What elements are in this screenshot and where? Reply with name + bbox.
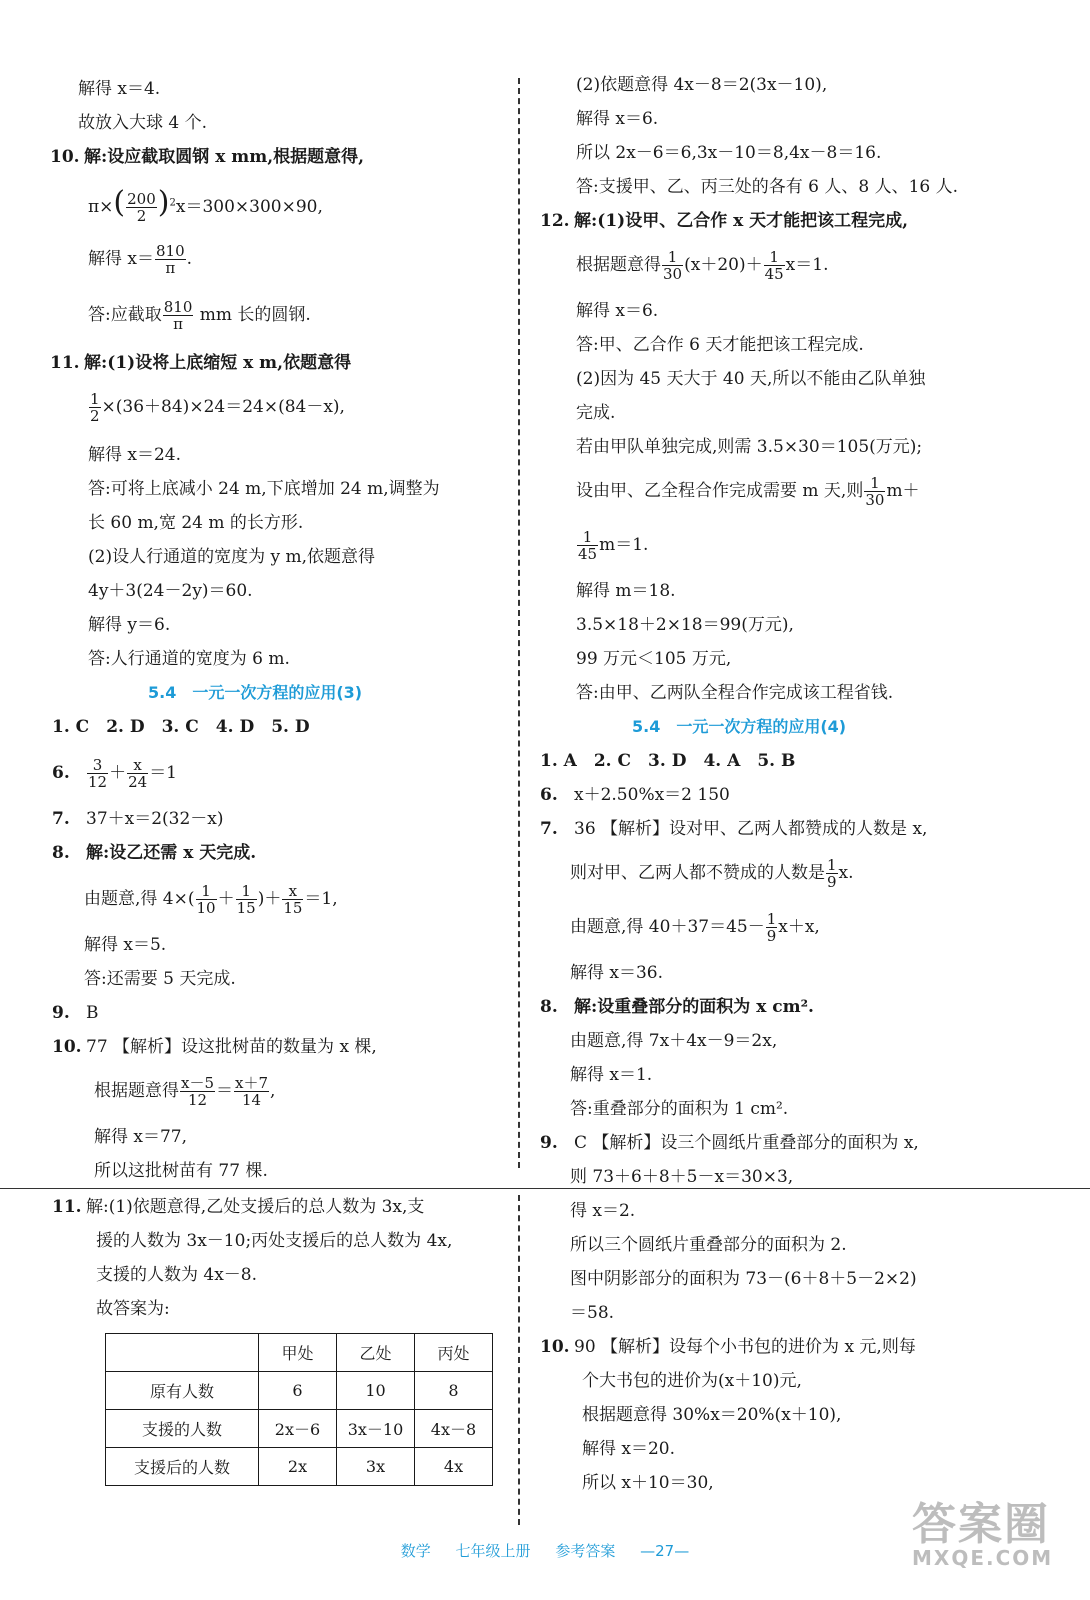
text-line: 解:(1)设将上底缩短 x m,依题意得 (84, 353, 352, 373)
text-fragment: 设由甲、乙全程合作完成需要 m 天,则 (576, 481, 864, 501)
section-title: 5.4 一元一次方程的应用(3) (148, 683, 363, 702)
fraction (764, 249, 785, 282)
text-line: 解得 m＝18. (576, 581, 676, 601)
text-fragment: ＝ (216, 1081, 234, 1101)
question-6b (540, 784, 730, 806)
denominator: 24 (128, 773, 148, 791)
text-line: 根据题意得 30%x＝20%(x＋10), (582, 1405, 842, 1425)
text-fragment: π× (88, 197, 114, 217)
text-fragment: 90 【解析】设每个小书包的进价为 x 元,则每 (574, 1337, 916, 1357)
question-number: 8. (52, 843, 70, 863)
text-line: 支援的人数为 4x－8. (96, 1265, 258, 1285)
text-line: 解得 x＝24. (88, 445, 182, 465)
question-number: 8. (540, 997, 558, 1017)
question-number: 7. (540, 819, 558, 839)
text-line: 援的人数为 3x－10;丙处支援后的总人数为 4x, (96, 1231, 453, 1251)
text-line: 所以三个圆纸片重叠部分的面积为 2. (570, 1235, 847, 1255)
equation-line (88, 298, 311, 332)
table-cell (106, 1334, 259, 1372)
table-cell: 4x－8 (415, 1410, 493, 1448)
text-fragment: x＝1. (785, 255, 829, 275)
question-8b (540, 996, 814, 1018)
text-fragment: B (86, 1003, 99, 1023)
text-line: 答:还需要 5 天完成. (84, 969, 236, 989)
denominator: π (173, 315, 183, 333)
text-fragment: , (270, 1081, 276, 1101)
watermark-text: 答案圈 (912, 1499, 1050, 1550)
table-cell: 8 (415, 1372, 493, 1410)
question-number: 12. (540, 211, 570, 231)
text-fragment: ＋ (217, 889, 235, 909)
text-line: 所以 x＋10＝30, (582, 1473, 714, 1493)
text-line: 解得 x＝5. (84, 935, 167, 955)
text-line: 解得 x＝6. (576, 109, 659, 129)
mc-answers: 1. C 2. D 3. C 4. D 5. D (52, 717, 310, 737)
numerator: 1 (90, 390, 100, 408)
text-line: 故放入大球 4 个. (78, 113, 208, 133)
fraction (155, 243, 186, 276)
numerator: 810 (163, 298, 193, 316)
question-number: 10. (50, 147, 80, 167)
question-number: 10. (52, 1037, 82, 1057)
text-line: 4y＋3(24－2y)＝60. (88, 581, 253, 601)
numerator: 200 (127, 190, 156, 208)
equation-line (88, 390, 345, 424)
fraction (87, 757, 108, 790)
table-cell: 3x (337, 1448, 415, 1486)
fraction (282, 883, 303, 916)
text-line: 图中阴影部分的面积为 73－(6＋8＋5－2×2) (570, 1269, 917, 1289)
answer-table (105, 1333, 493, 1486)
fraction (864, 475, 885, 508)
text-line: (2)因为 45 天大于 40 天,所以不能由乙队单独 (576, 369, 926, 389)
text-line: 由题意,得 7x＋4x－9＝2x, (570, 1031, 778, 1051)
denominator: 12 (88, 773, 108, 791)
numerator: 1 (766, 910, 777, 928)
denominator: 14 (241, 1091, 262, 1109)
text-line: (2)设人行通道的宽度为 y m,依题意得 (88, 547, 376, 567)
denominator: 30 (865, 491, 885, 509)
question-6 (52, 756, 177, 790)
question-11 (50, 352, 351, 374)
fraction (180, 1075, 215, 1108)
text-line: 解得 x＝1. (570, 1065, 653, 1085)
text-fragment: ＝1 (149, 763, 178, 783)
text-fragment: 答:应截取 (88, 305, 162, 325)
denominator: 45 (764, 265, 784, 283)
numerator: x＋7 (235, 1074, 269, 1092)
question-9 (52, 1002, 99, 1024)
table-cell: 2x (259, 1448, 337, 1486)
fraction (126, 191, 157, 224)
table-cell: 支援的人数 (106, 1410, 259, 1448)
text-line: 99 万元＜105 万元, (576, 649, 732, 669)
text-line: 若由甲队单独完成,则需 3.5×30＝105(万元); (576, 437, 923, 457)
equation-line (576, 248, 828, 282)
question-number: 11. (50, 353, 80, 373)
equation-line (94, 1074, 275, 1108)
text-fragment: 36 【解析】设对甲、乙两人都赞成的人数是 x, (574, 819, 928, 839)
text-line: 3.5×18＋2×18＝99(万元), (576, 615, 794, 635)
text-line: 得 x＝2. (570, 1201, 636, 1221)
table-cell: 10 (337, 1372, 415, 1410)
question-8 (52, 842, 256, 864)
question-number: 6. (540, 785, 558, 805)
fraction (234, 1075, 269, 1108)
text-fragment: 则对甲、乙两人都不赞成的人数是 (570, 863, 825, 883)
numerator: 810 (156, 242, 185, 260)
equation-line: π×( $\frac{200}{2}$ )$^2$x＝300×300×90, (88, 185, 323, 225)
text-line: 答:可将上底减小 24 m,下底增加 24 m,调整为 (88, 479, 440, 499)
text-fragment: 解:(1)依题意得,乙处支援后的总人数为 3x,支 (86, 1197, 425, 1217)
question-10b (52, 1036, 377, 1058)
numerator: x (127, 757, 148, 774)
table-cell: 3x－10 (337, 1410, 415, 1448)
text-line: 所以 2x－6＝6,3x－10＝8,4x－8＝16. (576, 143, 882, 163)
table-cell: 原有人数 (106, 1372, 259, 1410)
text-fragment: 77 【解析】设这批树苗的数量为 x 棵, (86, 1037, 377, 1057)
table-cell: 6 (259, 1372, 337, 1410)
denominator: 12 (187, 1091, 208, 1109)
text-line: 所以这批树苗有 77 棵. (94, 1161, 268, 1181)
table-cell: 2x－6 (259, 1410, 337, 1448)
equation-line (576, 474, 920, 508)
denominator: 2 (90, 407, 100, 425)
question-number: 9. (52, 1003, 70, 1023)
numerator: 1 (864, 475, 885, 492)
text-fragment: ＋ (109, 763, 127, 783)
fraction (236, 883, 257, 916)
text-line: 个大书包的进价为(x＋10)元, (582, 1371, 802, 1391)
question-number: 9. (540, 1133, 558, 1153)
text-line: 答:重叠部分的面积为 1 cm². (570, 1099, 789, 1119)
numerator: 1 (827, 856, 837, 874)
text-fragment: (x＋20)＋ (684, 255, 763, 275)
text-fragment: 解:设重叠部分的面积为 x cm². (574, 997, 814, 1017)
table-cell: 丙处 (415, 1334, 493, 1372)
fraction (766, 911, 778, 944)
text-fragment: m＝1. (599, 535, 649, 555)
numerator: 1 (577, 529, 598, 546)
question-10 (50, 146, 364, 168)
text-fragment: C 【解析】设三个圆纸片重叠部分的面积为 x, (574, 1133, 919, 1153)
equation-line (570, 910, 820, 944)
watermark-logo (912, 1488, 1062, 1568)
numerator: 1 (662, 249, 683, 266)
text-fragment: x＋x, (778, 917, 820, 937)
table-cell: 支援后的人数 (106, 1448, 259, 1486)
section-divider (0, 1188, 1090, 1189)
table-cell: 甲处 (259, 1334, 337, 1372)
fraction (826, 857, 838, 890)
text-fragment: ×(36＋84)×24＝24×(84－x), (101, 397, 345, 417)
text-fragment: 37＋x＝2(32－x) (86, 809, 224, 829)
equation-line (84, 882, 338, 916)
denominator: 10 (196, 899, 216, 917)
question-12 (540, 210, 908, 232)
text-line: 答:人行通道的宽度为 6 m. (88, 649, 290, 669)
text-line: 解得 y＝6. (88, 615, 171, 635)
text-fragment: 根据题意得 (576, 255, 661, 275)
text-line: 答:甲、乙合作 6 天才能把该工程完成. (576, 335, 864, 355)
table-header-row (106, 1334, 493, 1372)
text-line: 则 73＋6＋8＋5－x＝30×3, (570, 1167, 794, 1187)
text-line: 解得 x＝6. (576, 301, 659, 321)
footer-label: 参考答案 (555, 1542, 616, 1560)
text-line: 答:支援甲、乙、丙三处的各有 6 人、8 人、16 人. (576, 177, 959, 197)
denominator: 9 (827, 873, 837, 891)
fraction (127, 757, 148, 790)
fraction (163, 299, 194, 332)
denominator: 15 (236, 899, 256, 917)
fraction (577, 529, 598, 562)
text-fragment: 由题意,得 4×( (84, 889, 195, 909)
paren: ) (157, 185, 170, 220)
text-fragment: x＋2.50%x＝2 150 (574, 785, 730, 805)
page-number: —27— (640, 1542, 690, 1560)
text-line: 答:由甲、乙两队全程合作完成该工程省钱. (576, 683, 894, 703)
text-fragment: 解得 x＝ (88, 249, 154, 269)
question-7b (540, 818, 927, 840)
text-line: 长 60 m,宽 24 m 的长方形. (88, 513, 304, 533)
text-fragment: )＋ (257, 889, 282, 909)
equation-line: 解得 x＝ $\frac{810}{\pi}$ . (88, 242, 193, 277)
paren: ( (113, 185, 126, 220)
table-row (106, 1410, 493, 1448)
question-number: 10. (540, 1337, 570, 1357)
numerator: 1 (236, 883, 257, 900)
question-10c (540, 1336, 916, 1358)
denominator: 2 (136, 207, 147, 225)
table-row (106, 1372, 493, 1410)
question-7 (52, 808, 224, 830)
column-divider-lower (518, 1195, 520, 1525)
text-line: 解得 x＝36. (570, 963, 664, 983)
text-fragment: x. (838, 863, 854, 883)
text-line: 解得 x＝4. (78, 79, 161, 99)
question-9b (540, 1132, 919, 1154)
question-number: 11. (52, 1197, 82, 1217)
text-fragment: 解:(1)设甲、乙合作 x 天才能把该工程完成, (574, 211, 909, 231)
footer-grade: 七年级上册 (455, 1542, 531, 1560)
footer-subject: 数学 (400, 1542, 431, 1560)
denominator: 45 (578, 545, 598, 563)
numerator: 3 (87, 757, 108, 774)
table-cell: 4x (415, 1448, 493, 1486)
equation-line (570, 856, 854, 890)
text-line: 完成. (576, 403, 616, 423)
text-fragment: 根据题意得 (94, 1081, 179, 1101)
numerator: x－5 (181, 1074, 215, 1092)
numerator: 1 (764, 249, 785, 266)
numerator: 1 (196, 883, 217, 900)
question-number: 7. (52, 809, 70, 829)
text-fragment: x＝300×300×90, (175, 197, 323, 217)
mc-answers: 1. A 2. C 3. D 4. A 5. B (540, 751, 796, 771)
fraction (196, 883, 217, 916)
table-cell: 乙处 (337, 1334, 415, 1372)
equation-line (576, 528, 648, 562)
text-line: (2)依题意得 4x－8＝2(3x－10), (576, 75, 828, 95)
text-fragment: 由题意,得 40＋37＝45－ (570, 917, 765, 937)
column-divider (518, 78, 520, 1168)
text-line: 故答案为: (96, 1299, 170, 1319)
denominator: 15 (283, 899, 303, 917)
text-line: 解得 x＝77, (94, 1127, 188, 1147)
numerator: x (282, 883, 303, 900)
denominator: 9 (766, 927, 777, 945)
fraction (662, 249, 683, 282)
text-fragment: 解:设乙还需 x 天完成. (86, 843, 257, 863)
fraction (89, 391, 101, 424)
watermark-url: MXQE.COM (912, 1546, 1054, 1570)
text-line: 解得 x＝20. (582, 1439, 676, 1459)
question-11b (52, 1196, 424, 1218)
section-title: 5.4 一元一次方程的应用(4) (632, 717, 847, 736)
denominator: π (165, 259, 176, 277)
text-fragment: mm 长的圆钢. (199, 305, 311, 325)
table-row (106, 1448, 493, 1486)
text-fragment: ＝1, (304, 889, 338, 909)
question-number: 6. (52, 763, 70, 783)
text-fragment: m＋ (886, 481, 920, 501)
text-line: ＝58. (570, 1303, 615, 1323)
denominator: 30 (663, 265, 683, 283)
text-line: 解:设应截取圆钢 x mm,根据题意得, (84, 147, 365, 167)
